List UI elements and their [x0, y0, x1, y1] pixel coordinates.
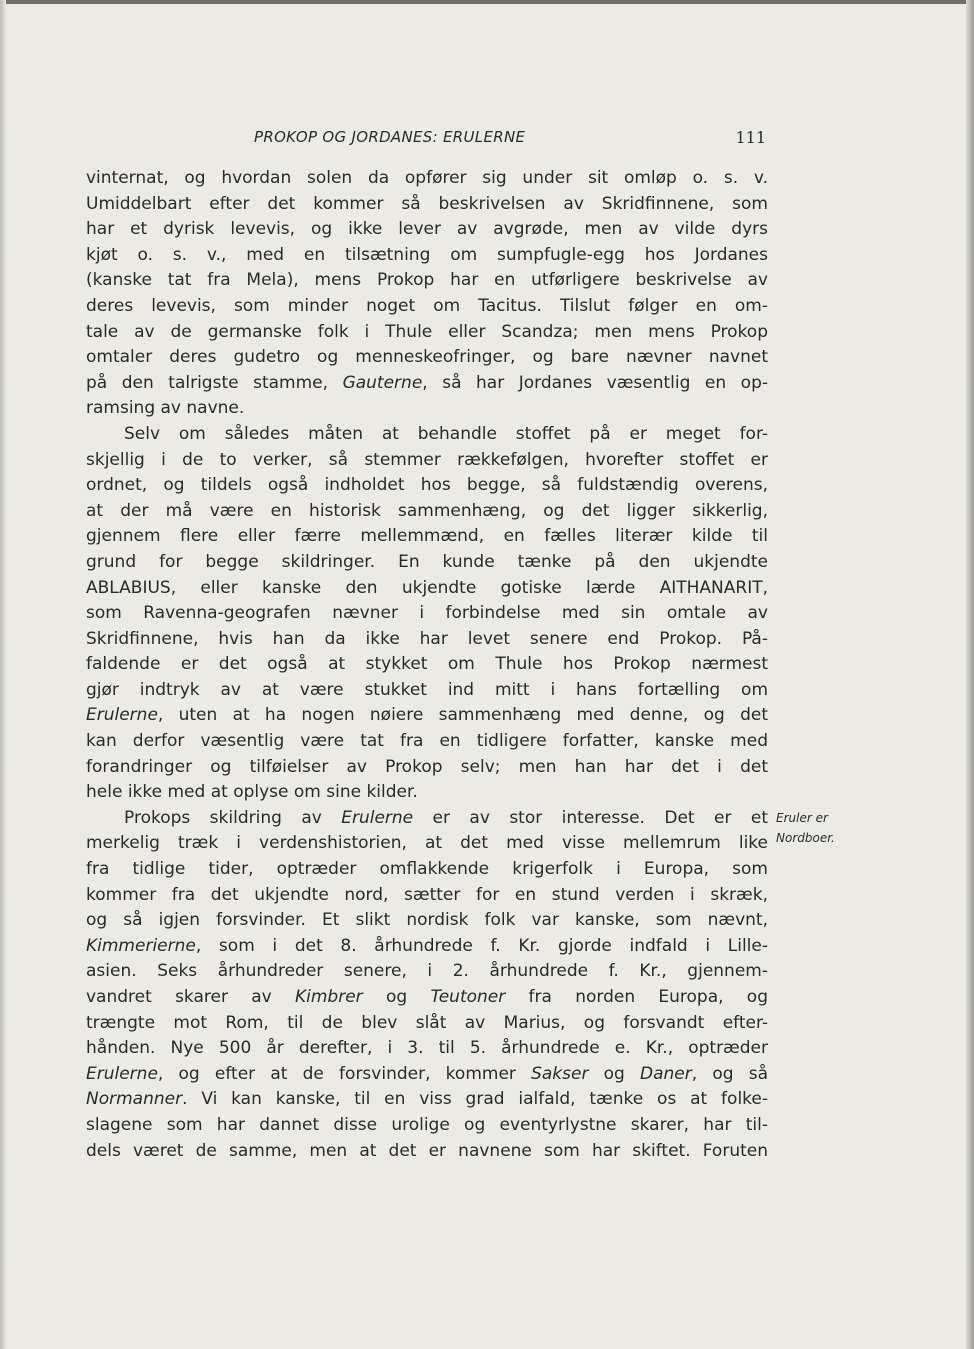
- text-line: slagene som har dannet disse urolige og eventyrlystne skarer, har til-: [86, 1114, 768, 1135]
- text-line: ramsing av navne.: [86, 398, 245, 419]
- text-line: (kanske tat fra Mela), mens Prokop har en utførligere beskrivelse av: [86, 270, 768, 291]
- text-line: dels været de samme, men at det er navnene som har skiftet. Foruten: [86, 1140, 768, 1161]
- text-line: har et dyrisk levevis, og ikke lever av avgrøde, men av vilde dyrs: [86, 219, 768, 240]
- text-line: Umiddelbart efter det kommer så beskrivelsen av Skridfinnene, som: [86, 193, 768, 214]
- margin-note: [776, 808, 835, 848]
- text-line: Erulerne, uten at ha nogen nøiere sammenhæng med denne, og det: [86, 705, 768, 726]
- text-line: skjellig i de to verker, så stemmer rækkefølgen, hvorefter stoffet er: [86, 449, 768, 470]
- text-line: vinternat, og hvordan solen da opfører sig under sit omløp o. s. v.: [86, 168, 768, 188]
- text-line: merkelig træk i verdenshistorien, at det med visse mellemrum like: [86, 833, 768, 854]
- text-line: asien. Seks århundreder senere, i 2. århundrede f. Kr., gjennem-: [86, 961, 768, 982]
- page-left-edge: [0, 0, 6, 1349]
- text-line: og så igjen forsvinder. Et slikt nordisk folk var kanske, som nævnt,: [86, 910, 768, 931]
- text-line: kommer fra det ukjendte nord, sætter for en stund verden i skræk,: [86, 884, 768, 905]
- text-line: Erulerne, og efter at de forsvinder, kommer Sakser og Daner, og så: [86, 1063, 768, 1084]
- text-line: ABLABIUS, eller kanske den ukjendte gotiske lærde AITHANARIT,: [86, 577, 768, 598]
- text-line: på den talrigste stamme, Gauterne, så har Jordanes væsentlig en op-: [86, 372, 769, 393]
- text-line: kjøt o. s. v., med en tilsætning om sumpfugle-egg hos Jordanes: [86, 244, 768, 265]
- text-line: forandringer og tilføielser av Prokop selv; men han har det i det: [86, 756, 768, 777]
- text-line: Skridfinnene, hvis han da ikke har levet senere end Prokop. På-: [86, 628, 768, 649]
- text-line: Prokops skildring av Erulerne er av stor interesse. Det er et: [124, 807, 768, 828]
- body-text: [86, 166, 768, 1164]
- text-line: gjør indtryk av at være stukket ind mitt i hans fortælling om: [86, 679, 768, 700]
- text-line: vandret skarer av Kimbrer og Teutoner fra norden Europa, og: [86, 987, 769, 1007]
- text-line: fra tidlige tider, optræder omflakkende krigerfolk i Europa, som: [86, 859, 768, 880]
- text-line: trængte mot Rom, til de blev slåt av Marius, og forsvandt efter-: [86, 1012, 768, 1033]
- text-line: faldende er det også at stykket om Thule hos Prokop nærmest: [86, 654, 768, 675]
- header-title: PROKOP OG JORDANES: ERULERNE: [254, 128, 526, 146]
- text-line: hånden. Nye 500 år derefter, i 3. til 5. århundrede e. Kr., optræder: [86, 1038, 768, 1059]
- text-line: ordnet, og tildels også indholdet hos begge, så fuldstændig overens,: [86, 475, 768, 496]
- page-number: 111: [735, 128, 766, 147]
- text-line: som Ravenna-geografen nævner i forbindelse med sin omtale av: [86, 603, 768, 624]
- text-line: Kimmerierne, som i det 8. århundrede f. Kr. gjorde indfald i Lille-: [86, 935, 768, 956]
- margin-note-line-1: Eruler er: [776, 811, 828, 825]
- text-line: tale av de germanske folk i Thule eller Scandza; men mens Prokop: [86, 321, 768, 342]
- text-line: omtaler deres gudetro og menneskeofringer, og bare nævner navnet: [86, 347, 768, 368]
- text-line: Normanner. Vi kan kanske, til en viss grad ialfald, tænke os at folke-: [86, 1089, 768, 1110]
- text-line: hele ikke med at oplyse om sine kilder.: [86, 782, 418, 803]
- text-line: kan derfor væsentlig være tat fra en tidligere forfatter, kanske med: [86, 731, 768, 752]
- text-line: grund for begge skildringer. En kunde tænke på den ukjendte: [86, 551, 768, 572]
- text-line: at der må være en historisk sammenhæng, og det ligger sikkerlig,: [86, 500, 768, 521]
- page-top-edge: [0, 0, 974, 4]
- running-header: [86, 128, 768, 150]
- text-line: gjennem flere eller færre mellemmænd, en fælles literær kilde til: [86, 526, 768, 547]
- text-line: Selv om således måten at behandle stoffet på er meget for-: [124, 423, 768, 444]
- page-right-edge: [966, 0, 974, 1349]
- text-line: deres levevis, som minder noget om Tacitus. Tilslut følger en om-: [86, 295, 768, 316]
- margin-note-line-2: Nordboer.: [776, 831, 835, 845]
